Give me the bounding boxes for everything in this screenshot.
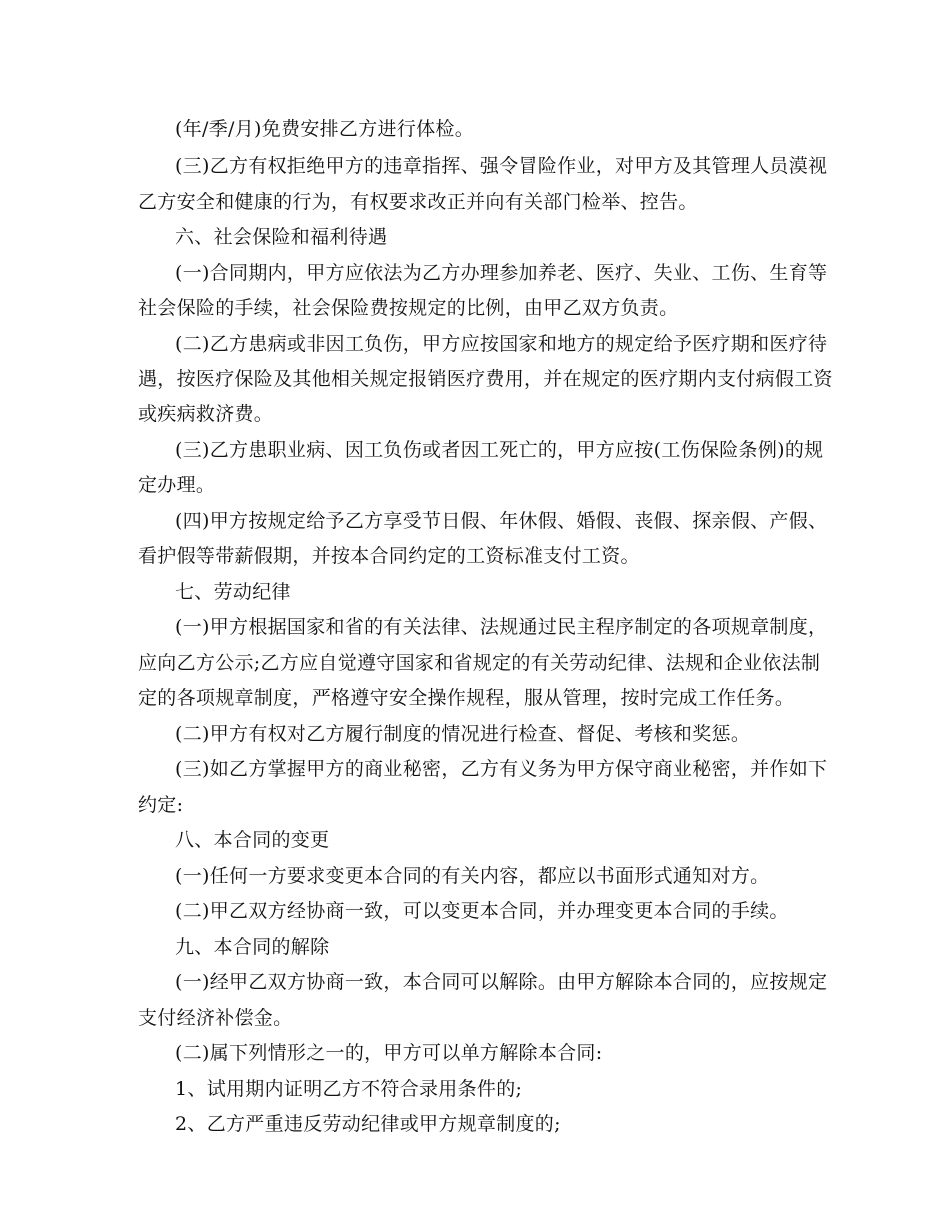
- paragraph-line: (三)乙方有权拒绝甲方的违章指挥、强令冒险作业，对甲方及其管理人员漠视: [175, 155, 828, 177]
- paragraph-line: (一)甲方根据国家和省的有关法律、法规通过民主程序制定的各项规章制度，: [175, 616, 828, 638]
- paragraph-line: (年/季/月)免费安排乙方进行体检。: [175, 118, 475, 140]
- paragraph-line: (二)甲方有权对乙方履行制度的情况进行检查、督促、考核和奖惩。: [175, 723, 751, 745]
- paragraph-line: 应向乙方公示;乙方应自觉遵守国家和省规定的有关劳动纪律、法规和企业依法制: [138, 652, 821, 674]
- paragraph-line: (一)经甲乙双方协商一致，本合同可以解除。由甲方解除本合同的，应按规定: [175, 971, 828, 993]
- paragraph-line: 定办理。: [138, 474, 216, 496]
- paragraph-line: 或疾病救济费。: [138, 403, 274, 425]
- list-item: 1、试用期内证明乙方不符合录用条件的;: [175, 1078, 523, 1100]
- list-item: 2、乙方严重违反劳动纪律或甲方规章制度的;: [175, 1113, 561, 1135]
- paragraph-line: (一)任何一方要求变更本合同的有关内容，都应以书面形式通知对方。: [175, 865, 770, 887]
- section-heading: 八、本合同的变更: [175, 829, 330, 851]
- section-heading: 九、本合同的解除: [175, 936, 330, 958]
- paragraph-line: 乙方安全和健康的行为，有权要求改正并向有关部门检举、控告。: [138, 191, 698, 213]
- paragraph-line: (三)乙方患职业病、因工负伤或者因工死亡的，甲方应按(工伤保险条例)的规: [175, 439, 824, 461]
- paragraph-line: 遇，按医疗保险及其他相关规定报销医疗费用，并在规定的医疗期内支付病假工资: [138, 368, 833, 390]
- paragraph-line: 约定:: [138, 794, 184, 816]
- paragraph-line: (一)合同期内，甲方应依法为乙方办理参加养老、医疗、失业、工伤、生育等: [175, 262, 828, 284]
- paragraph-line: (二)甲乙双方经协商一致，可以变更本合同，并办理变更本合同的手续。: [175, 900, 789, 922]
- paragraph-line: (二)乙方患病或非因工负伤，甲方应按国家和地方的规定给予医疗期和医疗待: [175, 333, 828, 355]
- paragraph-line: (三)如乙方掌握甲方的商业秘密，乙方有义务为甲方保守商业秘密，并作如下: [175, 758, 828, 780]
- paragraph-line: (二)属下列情形之一的，甲方可以单方解除本合同:: [175, 1042, 603, 1064]
- section-heading: 七、劳动纪律: [175, 581, 291, 603]
- paragraph-line: 看护假等带薪假期，并按本合同约定的工资标准支付工资。: [138, 545, 640, 567]
- paragraph-line: 支付经济补偿金。: [138, 1007, 293, 1029]
- paragraph-line: 社会保险的手续，社会保险费按规定的比例，由甲乙双方负责。: [138, 297, 679, 319]
- paragraph-line: 定的各项规章制度，严格遵守安全操作规程，服从管理，按时完成工作任务。: [138, 687, 795, 709]
- paragraph-line: (四)甲方按规定给予乙方享受节日假、年休假、婚假、丧假、探亲假、产假、: [175, 510, 828, 532]
- section-heading: 六、社会保险和福利待遇: [175, 226, 388, 248]
